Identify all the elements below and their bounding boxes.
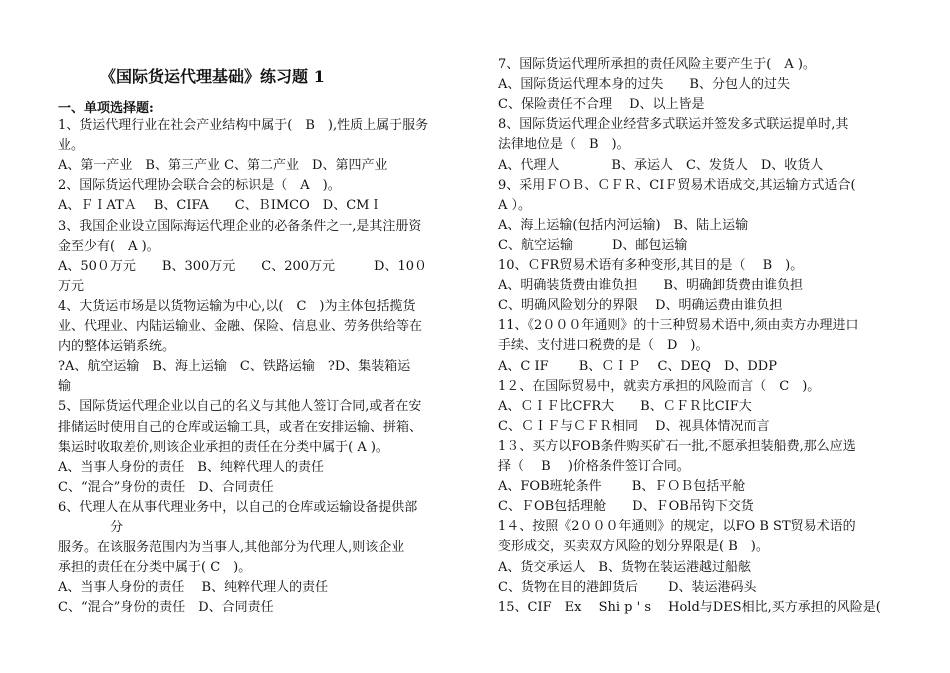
left-text-line: 3、我国企业设立国际海运代理企业的必备条件之一,是其注册资: [58, 218, 422, 234]
right-text-line: 1２、在国际贸易中，就卖方承担的风险而言（ C )。: [498, 378, 821, 394]
right-text-line: 1３、买方以FOB条件购买矿石一批,不愿承担装船费,那么应选: [498, 438, 856, 454]
page-title: 《国际货运代理基础》练习题 1: [100, 67, 325, 86]
left-text-line: C、“混合”身份的责任 D、合同责任: [58, 600, 274, 616]
left-text-line: 2、国际货运代理协会联合会的标识是（ A )。: [58, 178, 341, 194]
left-text-line: 承担的责任在分类中属于( C )。: [58, 560, 252, 576]
right-text-line: C、货物在目的港卸货后 D、装运港码头: [498, 579, 757, 595]
left-text-line: 1、货运代理行业在社会产业结构中属于( B ),性质上属于服务: [58, 118, 429, 133]
right-text-line: A ）。: [498, 197, 532, 213]
right-text-line: A、货交承运人 B、货物在装运港越过船舷: [498, 559, 751, 575]
left-text-line: 排储运时使用自己的仓库或运输工具，或者在安排运输、拼箱、: [58, 419, 423, 435]
right-text-line: A、国际货运代理本身的过失 B、分包人的过失: [498, 77, 790, 93]
right-text-line: 择（ B )价格条件签订合同。: [498, 459, 690, 474]
right-text-line: 11、《2０００年通则》的十三种贸易术语中,须由卖方办理进口: [498, 318, 859, 334]
right-text-line: 9、采用ＦＯＢ、ＣＦＲ、CIＦ贸易术语成交,其运输方式适合(: [498, 177, 856, 193]
left-text-line: A、第一产业 B、第三产业 C、第二产业 D、第四产业: [58, 158, 388, 174]
left-text-line: A、50０万元 B、300万元 C、200万元 D、10０: [58, 258, 428, 274]
right-text-line: C、保险责任不合理 D、以上皆是: [498, 97, 705, 113]
left-text-line: 业。: [58, 138, 85, 154]
right-text-line: A、代理人 B、承运人 C、发货人 D、收货人: [498, 157, 824, 173]
left-text-line: 分: [58, 520, 124, 535]
section-heading: 一、单项选择题:: [58, 101, 154, 116]
right-text-line: 8、国际货运代理企业经营多式联运并签发多式联运提单时,其: [498, 117, 849, 133]
left-text-line: 5、国际货运代理企业以自己的名义与其他人签订合同,或者在安: [58, 399, 422, 415]
left-text-line: 金至少有( A )。: [58, 238, 160, 254]
right-text-line: A、ＣＩＦ比CFR大 B、ＣＦＲ比CIF大: [498, 398, 752, 414]
left-text-line: 4、大货运市场是以货物运输为中心,以( C )为主体包括揽货: [58, 298, 416, 314]
left-text-line: C、“混合”身份的责任 D、合同责任: [58, 479, 274, 495]
right-text-line: C、ＣＩＦ与ＣＦＲ相同 D、视具体情况而言: [498, 418, 770, 434]
right-text-line: 10、ＣFR贸易术语有多种变形,其目的是（ B )。: [498, 258, 804, 273]
left-text-line: 服务。在该服务范围内为当事人,其他部分为代理人,则该企业: [58, 540, 405, 556]
right-text-line: A、海上运输(包括内河运输) B、陆上运输: [498, 217, 749, 233]
right-text-line: C、明确风险划分的界限 D、明确运费由谁负担: [498, 298, 783, 314]
right-text-line: C、ＦOB包括理舱 D、ＦOB吊钩下交货: [498, 499, 754, 515]
left-text-line: 6、代理人在从事代理业务中，以自己的仓库或运输设备提供部: [58, 499, 418, 515]
right-text-line: 法律地位是（ B )。: [498, 137, 630, 153]
right-text-line: 15、CIF Ex Shi p ' s Hold与DES相比,买方承担的风险是(: [498, 599, 881, 615]
right-text-line: 7、国际货运代理所承担的责任风险主要产生于( A )。: [498, 57, 816, 72]
left-text-line: 业、代理业、内陆运输业、金融、保险、信息业、劳务供给等在: [58, 319, 423, 334]
right-text-line: A、FOB班轮条件 B、ＦＯＢ包括平舱: [498, 479, 746, 495]
left-text-line: 内的整体运销系统。: [58, 339, 176, 355]
right-text-line: 手续、支付进口税费的是（ D )。: [498, 338, 709, 354]
left-text-line: A、当事人身份的责任 B、纯粹代理人的责任: [58, 580, 329, 596]
left-text-line: 输: [58, 379, 72, 395]
left-text-line: A、ＦＩATＡ B、CIFA C、ＢIMCO D、CMＩ: [58, 198, 383, 214]
left-text-line: ?A、航空运输 B、海上运输 C、铁路运输 ?D、集装箱运: [58, 359, 411, 375]
right-text-line: C、航空运输 D、邮包运输: [498, 237, 688, 253]
right-text-line: 1４、按照《2０００年通则》的规定，以FO B ST贸易术语的: [498, 519, 856, 535]
right-text-line: 变形成交，买卖双方风险的划分界限是( B )。: [498, 539, 769, 555]
right-text-line: A、C IF B、ＣＩＰ C、DEQ D、DDP: [498, 358, 777, 374]
left-text-line: A、当事人身份的责任 B、纯粹代理人的责任: [58, 459, 324, 475]
left-text-line: 万元: [58, 278, 85, 294]
left-text-line: 集运时收取差价,则该企业承担的责任在分类中属于( A )。: [58, 439, 389, 455]
right-text-line: A、明确装货费由谁负担 B、明确卸货费由谁负担: [498, 278, 803, 294]
